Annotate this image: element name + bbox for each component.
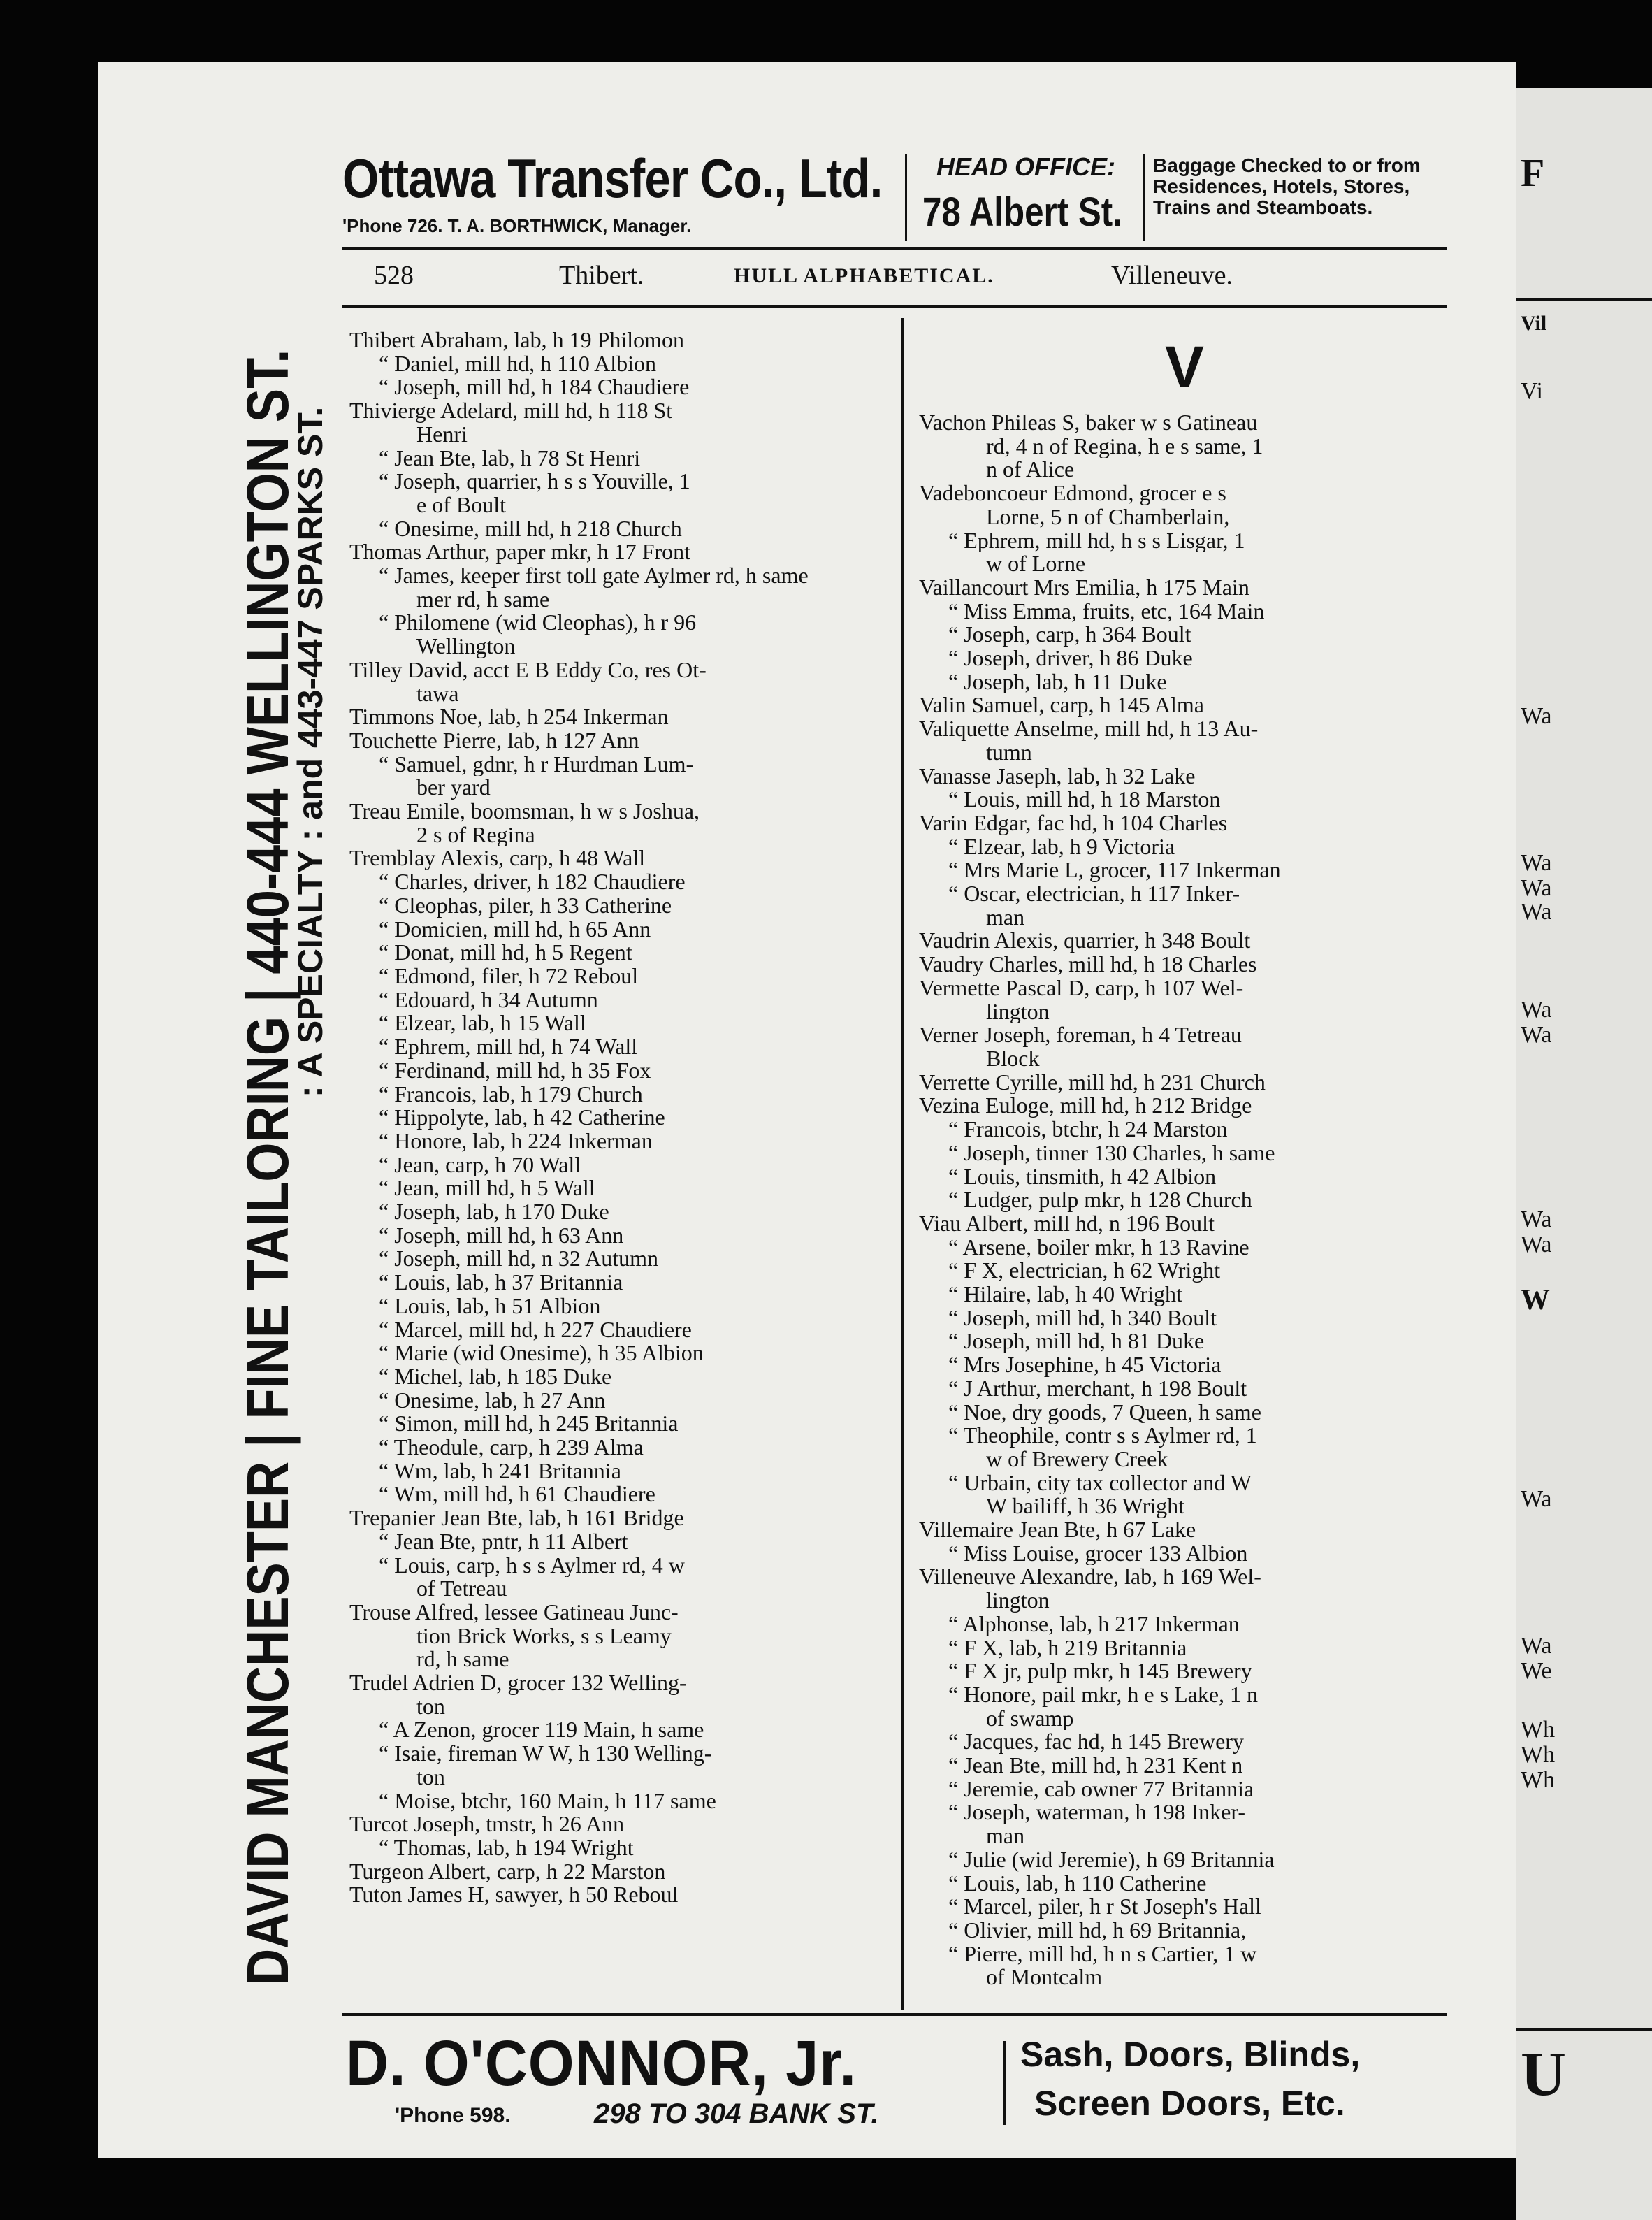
side-ad-line-2: : A SPECIALTY : and 443-447 SPARKS ST. (291, 406, 330, 1097)
directory-entry: w of Lorne (986, 552, 1086, 576)
directory-entry: “ Miss Louise, grocer 133 Albion (948, 1541, 1248, 1566)
directory-entry: “ Joseph, mill hd, h 340 Boult (948, 1306, 1217, 1330)
directory-entry: “ Moise, btchr, 160 Main, h 117 same (379, 1789, 716, 1813)
directory-entry: “ Louis, tinsmith, h 42 Albion (948, 1165, 1217, 1189)
directory-entry: “ F X, electrician, h 62 Wright (948, 1259, 1221, 1283)
directory-entry: “ Marie (wid Onesime), h 35 Albion (379, 1341, 704, 1365)
directory-entry: “ Joseph, carp, h 364 Boult (948, 623, 1191, 647)
directory-entry: w of Brewery Creek (986, 1447, 1168, 1471)
directory-entry: Henri (416, 422, 468, 447)
directory-entry: Turgeon Albert, carp, h 22 Marston (349, 1859, 666, 1884)
directory-entry: “ Theodule, carp, h 239 Alma (379, 1436, 644, 1459)
directory-entry: “ Wm, lab, h 241 Britannia (379, 1459, 621, 1483)
header-divider (905, 154, 907, 241)
directory-entry: “ Jean, mill hd, h 5 Wall (379, 1176, 595, 1201)
directory-entry: “ Joseph, mill hd, h 63 Ann (379, 1223, 624, 1248)
directory-entry: Wellington (416, 635, 516, 658)
directory-entry: Varin Edgar, fac hd, h 104 Charles (919, 811, 1228, 835)
section-letter: V (1164, 334, 1205, 400)
directory-entry: “ Jean Bte, mill hd, h 231 Kent n (948, 1754, 1243, 1778)
directory-entry: Thivierge Adelard, mill hd, h 118 St (349, 399, 673, 423)
directory-entry: of Tetreau (416, 1577, 507, 1601)
directory-entry: Tilley David, acct E B Eddy Co, res Ot- (349, 658, 707, 682)
directory-entry: “ A Zenon, grocer 119 Main, h same (379, 1718, 704, 1743)
directory-entry: “ Julie (wid Jeremie), h 69 Britannia (948, 1847, 1275, 1872)
directory-entry: Thomas Arthur, paper mkr, h 17 Front (349, 540, 691, 565)
directory-entry: rd, h same (416, 1648, 509, 1672)
directory-entry: “ Hilaire, lab, h 40 Wright (948, 1283, 1182, 1306)
directory-entry: “ Elzear, lab, h 15 Wall (379, 1011, 586, 1036)
running-head-section: HULL ALPHABETICAL. (734, 264, 994, 287)
directory-entry: “ Alphonse, lab, h 217 Inkerman (948, 1612, 1240, 1636)
directory-entry: ton (416, 1765, 445, 1789)
directory-entry: “ Jean Bte, lab, h 78 St Henri (379, 446, 641, 470)
directory-entry: “ Pierre, mill hd, h n s Cartier, 1 w (948, 1942, 1257, 1966)
footer-phone: 'Phone 598. (395, 2104, 511, 2127)
directory-entry: “ Isaie, fireman W W, h 130 Welling- (379, 1742, 712, 1766)
directory-entry: Vezina Euloge, mill hd, h 212 Bridge (919, 1094, 1252, 1118)
fragment-text: W (1521, 1284, 1550, 1316)
directory-entry: “ Joseph, driver, h 86 Duke (948, 647, 1193, 670)
directory-entry: Vachon Phileas S, baker w s Gatineau (919, 411, 1258, 435)
directory-entry: Timmons Noe, lab, h 254 Inkerman (349, 705, 669, 729)
footer-address: 298 TO 304 BANK ST. (594, 2098, 879, 2129)
directory-entry: ton (416, 1694, 445, 1719)
directory-entry: “ Joseph, lab, h 11 Duke (948, 670, 1167, 694)
footer-products-line-2: Screen Doors, Etc. (1034, 2084, 1345, 2123)
directory-entry: “ Thomas, lab, h 194 Wright (379, 1836, 634, 1860)
directory-entry: Tuton James H, sawyer, h 50 Reboul (349, 1883, 679, 1908)
running-head (245, 260, 1447, 298)
directory-entry: “ Oscar, electrician, h 117 Inker- (948, 882, 1240, 906)
directory-entry: Thibert Abraham, lab, h 19 Philomon (349, 329, 685, 352)
directory-entry: “ Olivier, mill hd, h 69 Britannia, (948, 1919, 1247, 1942)
fragment-text: Vi (1521, 378, 1543, 404)
directory-entry: tawa (416, 682, 459, 706)
side-advertisement (234, 294, 339, 1985)
directory-entry: 2 s of Regina (416, 823, 535, 847)
directory-entry: Touchette Pierre, lab, h 127 Ann (349, 728, 639, 753)
footer-divider (1003, 2041, 1006, 2125)
fragment-text: Vil (1521, 312, 1547, 335)
directory-entry: Villeneuve Alexandre, lab, h 169 Wel- (919, 1565, 1261, 1590)
directory-entry: “ Daniel, mill hd, h 110 Albion (379, 352, 656, 376)
directory-entry: Trepanier Jean Bte, lab, h 161 Bridge (349, 1506, 684, 1530)
directory-entry: ber yard (416, 776, 491, 800)
directory-entry: “ Marcel, mill hd, h 227 Chaudiere (379, 1318, 692, 1342)
directory-entry: “ Edmond, filer, h 72 Reboul (379, 964, 639, 988)
directory-entry: “ Cleophas, piler, h 33 Catherine (379, 893, 672, 918)
directory-entry: man (986, 1824, 1025, 1848)
directory-entry: Viau Albert, mill hd, n 196 Boult (919, 1211, 1215, 1236)
directory-entry: “ Ferdinand, mill hd, h 35 Fox (379, 1058, 651, 1083)
header-advertisement (245, 147, 1447, 245)
directory-entry: “ Louis, lab, h 110 Catherine (948, 1871, 1207, 1896)
directory-entry: “ Mrs Josephine, h 45 Victoria (948, 1353, 1222, 1377)
directory-entry: “ Onesime, mill hd, h 218 Church (379, 517, 682, 541)
running-head-right: Villeneuve. (1111, 261, 1233, 290)
directory-entry: “ Joseph, tinner 130 Charles, h same (948, 1141, 1275, 1165)
head-office-address: 78 Albert St. (922, 189, 1122, 235)
right-column (919, 329, 1450, 1989)
footer-business-name: D. O'CONNOR, Jr. (346, 2028, 857, 2099)
directory-entry: mer rd, h same (416, 587, 550, 612)
directory-entry: Vadeboncoeur Edmond, grocer e s (919, 482, 1226, 505)
left-column (349, 329, 887, 1907)
company-name: Ottawa Transfer Co., Ltd. (342, 147, 883, 209)
directory-entry: “ Charles, driver, h 182 Chaudiere (379, 870, 686, 894)
directory-entry: “ James, keeper first toll gate Aylmer rd, h same (379, 564, 809, 588)
directory-entry: “ Jacques, fac hd, h 145 Brewery (948, 1730, 1244, 1754)
footer-products-line-1: Sash, Doors, Blinds, (1020, 2035, 1361, 2074)
directory-entry: “ Ludger, pulp mkr, h 128 Church (948, 1188, 1252, 1212)
directory-entry: “ Ephrem, mill hd, h s s Lisgar, 1 (948, 528, 1245, 553)
directory-entry: Turcot Joseph, tmstr, h 26 Ann (349, 1812, 625, 1836)
directory-entry: lington (986, 1000, 1050, 1024)
directory-entry: e of Boult (416, 493, 506, 517)
company-phone-manager: 'Phone 726. T. A. BORTHWICK, Manager. (342, 215, 692, 236)
directory-entry: rd, 4 n of Regina, h e s same, 1 (986, 434, 1263, 459)
directory-entry: Tremblay Alexis, carp, h 48 Wall (349, 846, 646, 871)
directory-entry: W bailiff, h 36 Wright (986, 1494, 1185, 1519)
directory-entry: “ Donat, mill hd, h 5 Regent (379, 941, 632, 965)
directory-entry: “ Samuel, gdnr, h r Hurdman Lum- (379, 752, 694, 777)
header-rule (342, 247, 1447, 250)
directory-entry: “ Wm, mill hd, h 61 Chaudiere (379, 1483, 655, 1507)
directory-entry: “ F X, lab, h 219 Britannia (948, 1636, 1187, 1660)
directory-entry: “ Francois, lab, h 179 Church (379, 1082, 643, 1107)
page-number: 528 (374, 261, 414, 290)
running-head-rule (342, 305, 1447, 308)
directory-entry: “ Louis, lab, h 37 Britannia (379, 1271, 623, 1295)
directory-entry: “ Ephrem, mill hd, h 74 Wall (379, 1035, 638, 1059)
directory-entry: Treau Emile, boomsman, h w s Joshua, (349, 800, 700, 823)
fragment-text: We (1521, 1658, 1552, 1684)
directory-entry: “ Joseph, mill hd, h 81 Duke (948, 1329, 1205, 1354)
fragment-text: Wa (1521, 1232, 1552, 1257)
directory-entry: “ Elzear, lab, h 9 Victoria (948, 835, 1175, 859)
fragment-text: F (1521, 152, 1545, 195)
directory-entry: “ Joseph, mill hd, n 32 Autumn (379, 1247, 658, 1271)
directory-entry: “ J Arthur, merchant, h 198 Boult (948, 1376, 1247, 1401)
directory-entry: Vermette Pascal D, carp, h 107 Wel- (919, 976, 1244, 1000)
directory-entry: “ Louis, mill hd, h 18 Marston (948, 788, 1221, 812)
directory-entry: “ Joseph, mill hd, h 184 Chaudiere (379, 375, 690, 400)
directory-entry: Vaudry Charles, mill hd, h 18 Charles (919, 953, 1257, 976)
adjacent-page-fragment (1516, 88, 1652, 2220)
directory-entry: “ Honore, pail mkr, h e s Lake, 1 n (948, 1682, 1259, 1707)
directory-entry: lington (986, 1589, 1050, 1613)
directory-entry: Verrette Cyrille, mill hd, h 231 Church (919, 1070, 1266, 1095)
right-column-entries (919, 411, 1450, 1989)
directory-entry: Lorne, 5 n of Chamberlain, (986, 505, 1230, 529)
footer-rule (342, 2013, 1447, 2016)
fragment-text: Wh (1521, 1742, 1556, 1768)
fragment-text: Wa (1521, 1486, 1552, 1512)
fragment-text: Wa (1521, 1633, 1552, 1659)
directory-entry: “ Noe, dry goods, 7 Queen, h same (948, 1400, 1261, 1425)
fragment-text: Wh (1521, 1717, 1556, 1743)
fragment-text: Wa (1521, 997, 1552, 1023)
directory-entry: “ Francois, btchr, h 24 Marston (948, 1118, 1228, 1141)
directory-entry: “ Jeremie, cab owner 77 Britannia (948, 1777, 1254, 1801)
baggage-notice: Baggage Checked to or from Residences, Hotels, Stores, Trains and Steamboats. (1153, 154, 1421, 218)
directory-entry: “ Miss Emma, fruits, etc, 164 Main (948, 599, 1265, 624)
directory-entry: “ Joseph, lab, h 170 Duke (379, 1200, 609, 1224)
fragment-text: Wa (1521, 899, 1552, 925)
directory-entry: Vanasse Jaseph, lab, h 32 Lake (919, 764, 1196, 788)
directory-entry: Verner Joseph, foreman, h 4 Tetreau (919, 1023, 1242, 1047)
directory-entry: “ Jean, carp, h 70 Wall (379, 1153, 581, 1177)
directory-entry: n of Alice (986, 458, 1075, 482)
directory-entry: “ Philomene (wid Cleophas), h r 96 (379, 611, 697, 635)
fragment-text: Wh (1521, 1767, 1556, 1793)
directory-entry: “ Edouard, h 34 Autumn (379, 988, 598, 1012)
fragment-text: U (1521, 2040, 1566, 2109)
directory-entry: “ Theophile, contr s s Aylmer rd, 1 (948, 1424, 1257, 1448)
directory-entry: “ Urbain, city tax collector and W (948, 1471, 1252, 1495)
fragment-rule (1516, 298, 1652, 301)
directory-entry: “ Joseph, waterman, h 198 Inker- (948, 1801, 1245, 1825)
fragment-text: Wa (1521, 1206, 1552, 1232)
column-rule (901, 318, 904, 2010)
directory-entry: of swamp (986, 1706, 1074, 1731)
directory-entry: “ Mrs Marie L, grocer, 117 Inkerman (948, 858, 1281, 883)
directory-entry: Block (986, 1046, 1040, 1071)
directory-entry: Trudel Adrien D, grocer 132 Welling- (349, 1671, 687, 1695)
fragment-text: Wa (1521, 703, 1552, 729)
directory-entry: Vaillancourt Mrs Emilia, h 175 Main (919, 575, 1249, 600)
directory-entry: Valin Samuel, carp, h 145 Alma (919, 693, 1204, 718)
directory-entry: “ Marcel, piler, h r St Joseph's Hall (948, 1895, 1261, 1919)
directory-entry: “ Louis, lab, h 51 Albion (379, 1294, 601, 1318)
header-divider (1143, 154, 1145, 241)
directory-entry: of Montcalm (986, 1966, 1103, 1990)
directory-entry: “ F X jr, pulp mkr, h 145 Brewery (948, 1659, 1252, 1683)
directory-entry: “ Joseph, quarrier, h s s Youville, 1 (379, 470, 690, 493)
directory-entry: “ Honore, lab, h 224 Inkerman (379, 1129, 653, 1153)
directory-entry: “ Simon, mill hd, h 245 Britannia (379, 1412, 679, 1436)
fragment-rule (1516, 2028, 1652, 2031)
directory-entry: Vaudrin Alexis, quarrier, h 348 Boult (919, 929, 1251, 953)
head-office-label: HEAD OFFICE: (936, 152, 1115, 181)
directory-entry: “ Domicien, mill hd, h 65 Ann (379, 917, 651, 942)
directory-entry: tumn (986, 740, 1032, 765)
directory-entry: Villemaire Jean Bte, h 67 Lake (919, 1518, 1196, 1542)
directory-entry: Valiquette Anselme, mill hd, h 13 Au- (919, 717, 1259, 741)
directory-entry: “ Onesime, lab, h 27 Ann (379, 1388, 606, 1413)
fragment-text: Wa (1521, 1022, 1552, 1048)
side-ad-line-1: DAVID MANCHESTER | FINE TAILORING | 440-444 WELLINGTON ST. (235, 349, 300, 1985)
running-head-left: Thibert. (559, 261, 644, 290)
fragment-text: Wa (1521, 875, 1552, 901)
directory-entry: “ Hippolyte, lab, h 42 Catherine (379, 1106, 665, 1130)
directory-entry: “ Louis, carp, h s s Aylmer rd, 4 w (379, 1553, 685, 1578)
directory-entry: “ Jean Bte, pntr, h 11 Albert (379, 1529, 628, 1554)
footer-advertisement (245, 2027, 1447, 2139)
directory-entry: tion Brick Works, s s Leamy (416, 1624, 672, 1648)
fragment-text: Wa (1521, 850, 1552, 876)
directory-entry: “ Arsene, boiler mkr, h 13 Ravine (948, 1235, 1249, 1260)
directory-entry: “ Michel, lab, h 185 Duke (379, 1364, 612, 1389)
directory-entry: man (986, 905, 1025, 930)
directory-entry: Trouse Alfred, lessee Gatineau Junc- (349, 1600, 679, 1624)
